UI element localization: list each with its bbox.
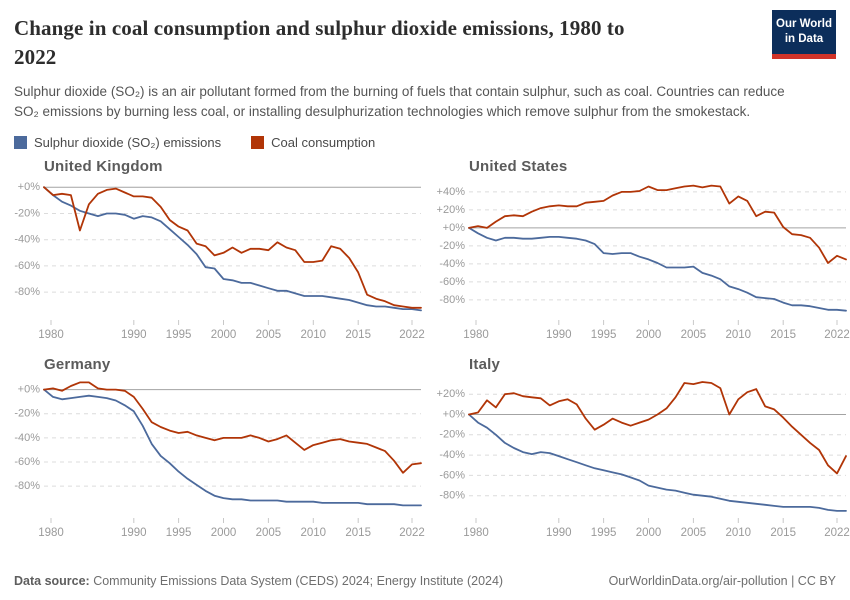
x-tick-label: 1995 — [590, 329, 617, 342]
data-source-note — [14, 573, 503, 591]
chart-germany[interactable] — [0, 352, 425, 550]
so2-legend-label: Sulphur dioxide (SO₂) emissions — [34, 135, 222, 151]
series-line[interactable] — [44, 390, 421, 506]
x-tick-label: 1990 — [121, 527, 147, 540]
x-tick-label: 2015 — [770, 527, 796, 540]
x-tick-label: 2022 — [824, 329, 850, 342]
x-tick-label: 2000 — [635, 329, 662, 342]
chart-subtitle: Sulphur dioxide (SO₂) is an air pollutant formed from the burning of fuels that contain sulphur, such as coal. Countries can reduce SO₂ emissions by burning less coal, or installing desulphurization technologies which remove sulphur from the smokestack. — [14, 83, 785, 120]
y-tick-label: -60% — [439, 469, 465, 482]
page-title — [14, 14, 774, 73]
x-tick-label: 2005 — [255, 527, 282, 540]
x-tick-label: 2000 — [635, 527, 662, 540]
x-tick-label: 1990 — [546, 527, 572, 540]
title-line-1: Change in coal consumption and sulphur dioxide emissions, 1980 to — [14, 16, 625, 40]
series-line[interactable] — [44, 383, 421, 473]
x-tick-label: 2022 — [399, 329, 425, 342]
header — [0, 0, 850, 150]
x-tick-label: 1995 — [165, 329, 192, 342]
legend — [14, 135, 834, 150]
series-line[interactable] — [469, 186, 846, 263]
series-line[interactable] — [469, 415, 846, 511]
y-tick-label: -60% — [14, 260, 40, 273]
y-tick-label: -20% — [439, 240, 465, 253]
x-tick-label: 1980 — [463, 527, 489, 540]
y-tick-label: -20% — [14, 207, 40, 220]
y-tick-label: -80% — [439, 294, 465, 307]
data-source-label: Data source: — [14, 573, 90, 588]
logo-line-2: in Data — [784, 32, 824, 45]
x-tick-label: 2000 — [210, 527, 237, 540]
y-tick-label: +20% — [436, 204, 465, 217]
y-tick-label: -20% — [439, 428, 465, 441]
y-tick-label: -40% — [14, 432, 40, 445]
y-tick-label: +0% — [442, 408, 465, 421]
x-tick-label: 1990 — [546, 329, 572, 342]
x-tick-label: 2010 — [725, 527, 752, 540]
x-tick-label: 2005 — [255, 329, 282, 342]
y-tick-label: -40% — [439, 258, 465, 271]
x-tick-label: 2022 — [399, 527, 425, 540]
x-tick-label: 2015 — [345, 329, 371, 342]
x-tick-label: 2005 — [680, 329, 707, 342]
logo-line-1: Our World — [776, 18, 833, 30]
chart-canvas-italy — [425, 375, 850, 543]
x-tick-label: 2015 — [770, 329, 796, 342]
x-tick-label: 2015 — [345, 527, 371, 540]
coal-legend-swatch — [251, 136, 264, 149]
y-tick-label: -80% — [439, 489, 465, 502]
y-tick-label: +20% — [436, 388, 465, 401]
x-tick-label: 2022 — [824, 527, 850, 540]
x-tick-label: 1980 — [463, 329, 489, 342]
chart-united-kingdom[interactable] — [0, 154, 425, 352]
legend-item-coal[interactable] — [251, 135, 375, 150]
chart-title-united-kingdom: United Kingdom — [44, 158, 163, 176]
y-tick-label: -60% — [439, 276, 465, 289]
title-line-2: 2022 — [14, 45, 57, 70]
data-source-text: Community Emissions Data System (CEDS) 2024; Energy Institute (2024) — [89, 573, 504, 588]
series-line[interactable] — [469, 228, 846, 311]
x-tick-label: 2000 — [210, 329, 237, 342]
y-tick-label: -80% — [14, 480, 40, 493]
x-tick-label: 2010 — [725, 329, 752, 342]
small-multiples-grid — [0, 154, 850, 550]
legend-item-so2[interactable] — [14, 135, 221, 150]
chart-title-germany: Germany — [44, 356, 111, 374]
footer — [0, 567, 850, 600]
so2-legend-swatch — [14, 136, 27, 149]
chart-canvas-united-kingdom — [0, 177, 425, 345]
chart-title-italy: Italy — [469, 356, 501, 374]
y-tick-label: +0% — [442, 222, 465, 235]
y-tick-label: -40% — [439, 449, 465, 462]
owid-url-license[interactable]: OurWorldinData.org/air-pollution | CC BY — [608, 573, 836, 588]
y-tick-label: +0% — [17, 181, 40, 194]
x-tick-label: 1990 — [121, 329, 147, 342]
chart-canvas-germany — [0, 375, 425, 543]
y-tick-label: -80% — [14, 286, 40, 299]
chart-canvas-united-states — [425, 177, 850, 345]
coal-legend-label: Coal consumption — [271, 135, 376, 151]
series-line[interactable] — [44, 187, 421, 308]
x-tick-label: 1980 — [38, 527, 64, 540]
owid-logo[interactable] — [772, 10, 836, 59]
y-tick-label: -60% — [14, 456, 40, 469]
x-tick-label: 1995 — [590, 527, 617, 540]
chart-italy[interactable] — [425, 352, 850, 550]
x-tick-label: 1995 — [165, 527, 192, 540]
x-tick-label: 2010 — [300, 329, 327, 342]
x-tick-label: 2005 — [680, 527, 707, 540]
series-line[interactable] — [469, 382, 846, 473]
chart-united-states[interactable] — [425, 154, 850, 352]
x-tick-label: 2010 — [300, 527, 327, 540]
y-tick-label: +40% — [436, 186, 465, 199]
y-tick-label: -20% — [14, 407, 40, 420]
y-tick-label: +0% — [17, 383, 40, 396]
x-tick-label: 1980 — [38, 329, 64, 342]
chart-title-united-states: United States — [469, 158, 568, 176]
y-tick-label: -40% — [14, 233, 40, 246]
